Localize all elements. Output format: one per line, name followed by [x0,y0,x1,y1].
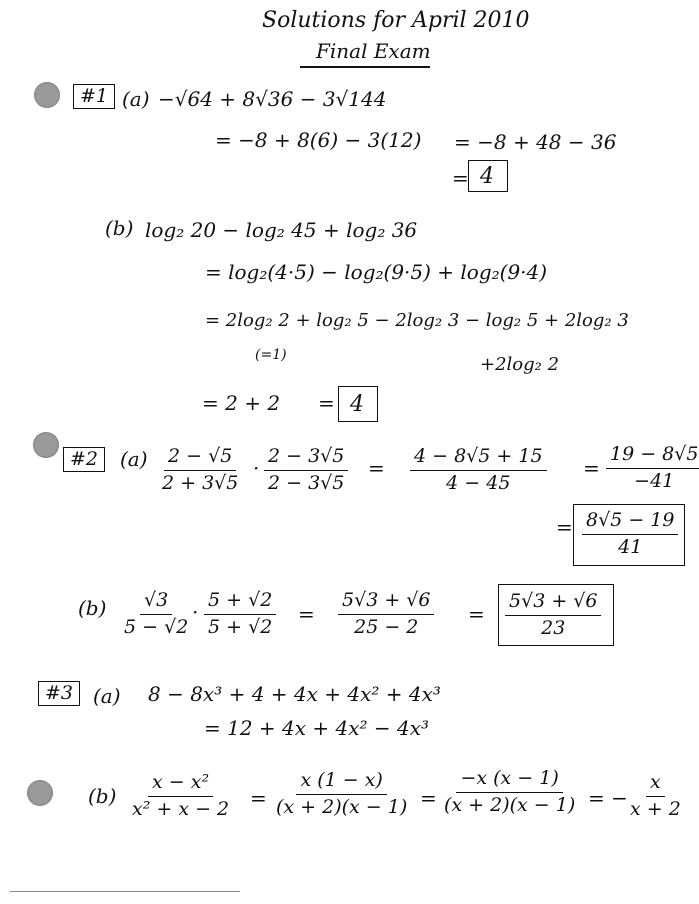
q3b-fraction-1-numerator: x − x² [148,772,213,797]
q2a-fraction-1 [158,446,242,495]
q1b-side-note: +2log₂ 2 [480,354,560,375]
question-3-label: #3 [38,681,80,706]
footer-rule [10,891,240,892]
q1a-step-1: = −8 + 8(6) − 3(12) [215,128,422,152]
q2b-answer-numerator: 5√3 + √6 [505,591,601,616]
q2b-equals-2: = [468,602,485,626]
q2a-fraction-1-denominator: 2 + 3√5 [162,471,239,494]
q1a-step-2: = −8 + 48 − 36 [454,130,617,154]
q2-part-b-label: (b) [78,596,107,620]
q2b-fraction-2-denominator: 5 + √2 [208,615,273,638]
punch-hole-3 [27,780,53,806]
q2b-fraction-2-numerator: 5 + √2 [204,590,276,615]
q3-part-b-label: (b) [88,784,117,808]
q1b-note: (=1) [255,347,287,363]
q1-part-b-label: (b) [105,216,134,240]
q2a-equals-1: = [368,456,385,480]
q1b-answer: 4 [350,392,364,417]
q2a-fraction-2-numerator: 2 − 3√5 [264,446,348,471]
q3b-fraction-2-denominator: (x + 2)(x − 1) [276,795,408,818]
q2b-answer-fraction [505,591,601,640]
subtitle-underline [300,66,430,68]
q2a-fraction-2 [264,446,348,495]
q3b-equals-1: = [250,786,267,810]
q1b-equals: = [318,391,335,415]
q2a-multiply-dot: · [253,456,260,480]
q3b-fraction-1 [128,772,233,821]
q3b-fraction-1-denominator: x² + x − 2 [132,797,230,820]
q3b-fraction-4-numerator: x [646,772,665,797]
q2b-fraction-3 [338,590,434,639]
q2a-fraction-4-denominator: −41 [634,469,675,492]
q2b-fraction-3-denominator: 25 − 2 [354,615,419,638]
q2b-fraction-2 [204,590,276,639]
question-2-label: #2 [63,447,105,472]
q1b-expression: log₂ 20 − log₂ 45 + log₂ 36 [145,218,418,242]
q2a-fraction-4 [606,444,699,493]
q3b-fraction-2 [272,770,411,819]
q3b-equals-2: = [420,786,437,810]
q2b-answer-box [498,584,614,646]
q2a-fraction-3-denominator: 4 − 45 [446,471,511,494]
punch-hole-1 [34,82,60,108]
q3b-fraction-3-denominator: (x + 2)(x − 1) [444,793,576,816]
q2a-fraction-3-numerator: 4 − 8√5 + 15 [410,446,547,471]
q3a-step-1: = 12 + 4x + 4x² − 4x³ [204,716,430,740]
q2a-answer-numerator: 8√5 − 19 [582,510,678,535]
q2b-fraction-1-numerator: √3 [140,590,172,615]
q2b-multiply-dot: · [192,600,199,624]
q2a-equals-3: = [556,515,573,539]
q1b-step-2: = 2log₂ 2 + log₂ 5 − 2log₂ 3 − log₂ 5 + 2log₂ 3 [205,310,629,331]
q2b-equals-1: = [298,602,315,626]
q2b-fraction-3-numerator: 5√3 + √6 [338,590,434,615]
page-title: Solutions for April 2010 [262,8,530,33]
q2b-fraction-1 [120,590,192,639]
q2-part-a-label: (a) [120,447,148,471]
q3b-fraction-4 [626,772,685,821]
q3b-fraction-4-denominator: x + 2 [630,797,681,820]
q1a-answer: 4 [480,164,494,189]
question-1-label: #1 [73,84,115,109]
q1a-expression: −√64 + 8√36 − 3√144 [158,87,387,111]
punch-hole-2 [33,432,59,458]
q3b-fraction-3-numerator: −x (x − 1) [456,768,562,793]
q1a-equals: = [452,166,469,190]
q2a-answer-box [573,504,685,566]
q2b-answer-denominator: 23 [541,616,566,639]
q3a-expression: 8 − 8x³ + 4 + 4x + 4x² + 4x³ [148,682,441,706]
q1-part-a-label: (a) [122,87,150,111]
q2a-fraction-1-numerator: 2 − √5 [164,446,236,471]
q1b-step-1: = log₂(4·5) − log₂(9·5) + log₂(9·4) [205,260,548,284]
q3b-fraction-3 [440,768,579,817]
q2a-answer-fraction [582,510,678,559]
page-subtitle: Final Exam [316,39,431,63]
q1b-answer-box [338,386,378,422]
q3b-fraction-2-numerator: x (1 − x) [296,770,386,795]
q3-part-a-label: (a) [93,684,121,708]
q1b-step-3: = 2 + 2 [202,391,281,415]
q2a-answer-denominator: 41 [618,535,643,558]
q3b-equals-3: = − [588,786,628,810]
q2b-fraction-1-denominator: 5 − √2 [124,615,189,638]
q2a-equals-2: = [583,456,600,480]
q2a-fraction-3 [410,446,547,495]
q2a-fraction-2-denominator: 2 − 3√5 [268,471,345,494]
q2a-fraction-4-numerator: 19 − 8√5 [606,444,699,469]
q1a-answer-box [468,160,508,192]
